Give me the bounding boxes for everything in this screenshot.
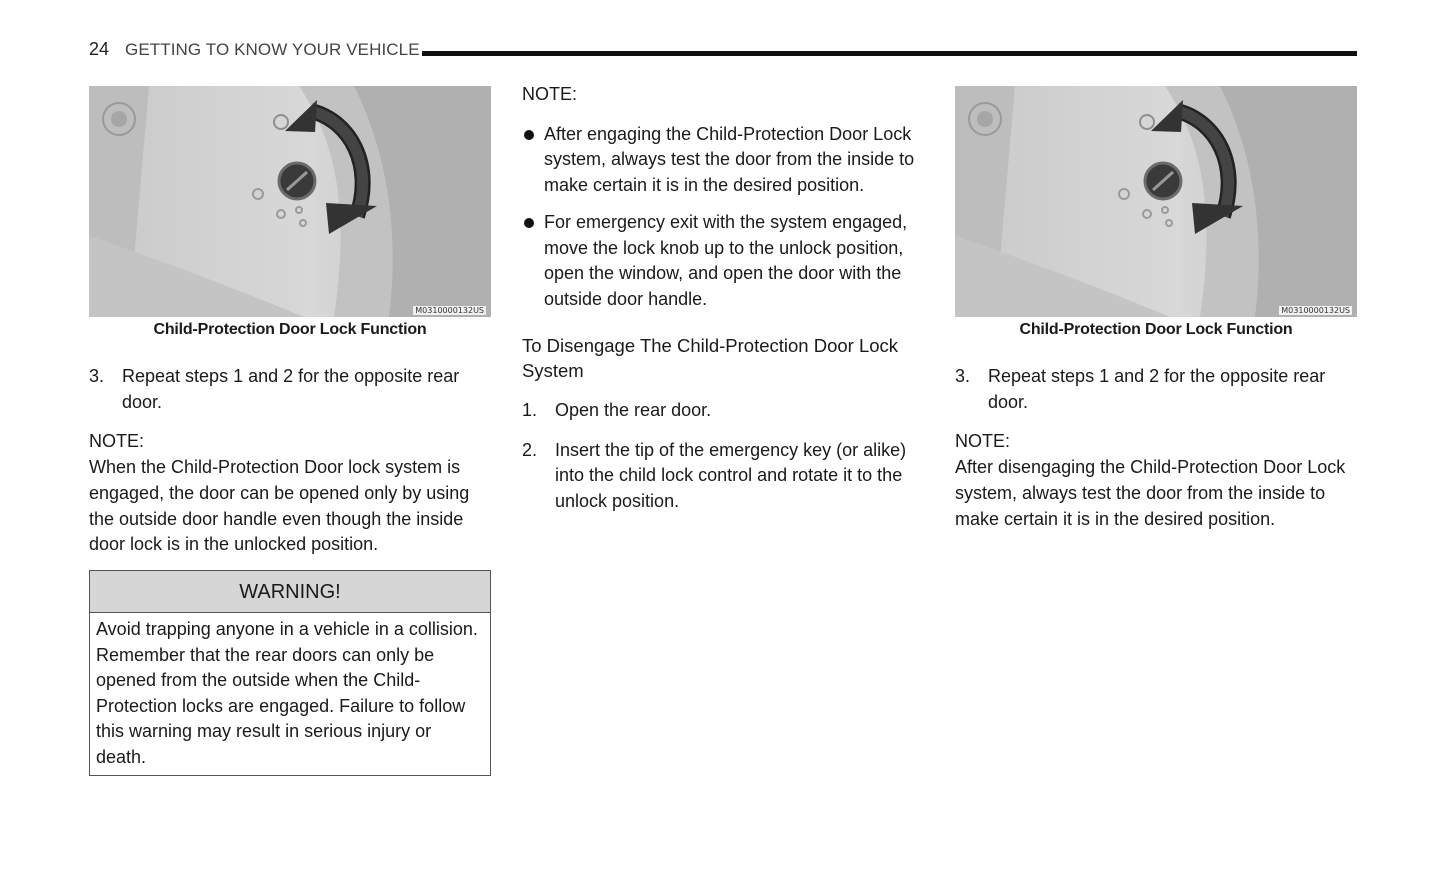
step-1 <box>522 398 922 424</box>
warning-box <box>89 570 491 776</box>
step-text: Repeat steps 1 and 2 for the opposite rear door. <box>122 366 460 412</box>
page-number: 24 <box>89 39 110 59</box>
bullet-text: For emergency exit with the system engaged, move the lock knob up to the unlock position, open the window, and open the door with the outside door handle. <box>544 211 908 309</box>
page-header <box>89 38 1357 64</box>
door-lock-illustration <box>89 86 491 317</box>
step-text: Insert the tip of the emergency key (or alike) into the child lock control and rotate it to the unlock position. <box>555 439 907 512</box>
warning-text: Avoid trapping anyone in a vehicle in a collision. Remember that the rear doors can only be opened from the outside when the Child-Protection locks are engaged. Failure to follow this warning may result in serious injury or death. <box>96 619 478 767</box>
section-title: GETTING TO KNOW YOUR VEHICLE <box>125 40 420 59</box>
step-3 <box>955 364 1357 415</box>
step-text: Open the rear door. <box>555 400 712 421</box>
header-rule <box>422 51 1357 56</box>
step-number: 1. <box>522 400 538 421</box>
figure-code: M0310000132US <box>415 306 484 315</box>
step-number: 3. <box>89 366 105 386</box>
left-column <box>89 86 491 558</box>
note-label: NOTE: <box>522 84 578 104</box>
figure-code: M0310000132US <box>1281 306 1350 315</box>
bullet-icon <box>522 122 544 199</box>
middle-column <box>522 82 922 515</box>
figure-caption: Child-Protection Door Lock Function <box>1019 321 1293 338</box>
right-column <box>955 86 1357 532</box>
step-2 <box>522 438 922 515</box>
note-label: NOTE: <box>89 431 145 452</box>
note-label: NOTE: <box>955 431 1011 452</box>
child-lock-figure-left <box>89 86 491 317</box>
bullet-icon <box>522 210 544 313</box>
bullet-text: After engaging the Child-Protection Door Lock system, always test the door from the inside to make certain it is in the desired position. <box>544 123 915 196</box>
bullet-item <box>522 122 922 199</box>
child-lock-figure-right <box>955 86 1357 317</box>
section-heading: To Disengage The Child-Protection Door Lock System <box>522 334 899 382</box>
step-number: 3. <box>955 366 971 386</box>
figure-caption: Child-Protection Door Lock Function <box>153 321 427 338</box>
note-text: When the Child-Protection Door lock system is engaged, the door can be opened only by using the outside door handle even though the inside door lock is in the unlocked position. <box>89 457 470 555</box>
note-text: After disengaging the Child-Protection Door Lock system, always test the door from the inside to make certain it is in the desired position. <box>955 457 1346 529</box>
step-number: 2. <box>522 439 538 460</box>
step-3 <box>89 364 491 415</box>
warning-title: WARNING! <box>90 571 490 613</box>
bullet-item <box>522 210 922 313</box>
door-lock-illustration <box>955 86 1357 317</box>
step-text: Repeat steps 1 and 2 for the opposite rear door. <box>988 366 1326 412</box>
